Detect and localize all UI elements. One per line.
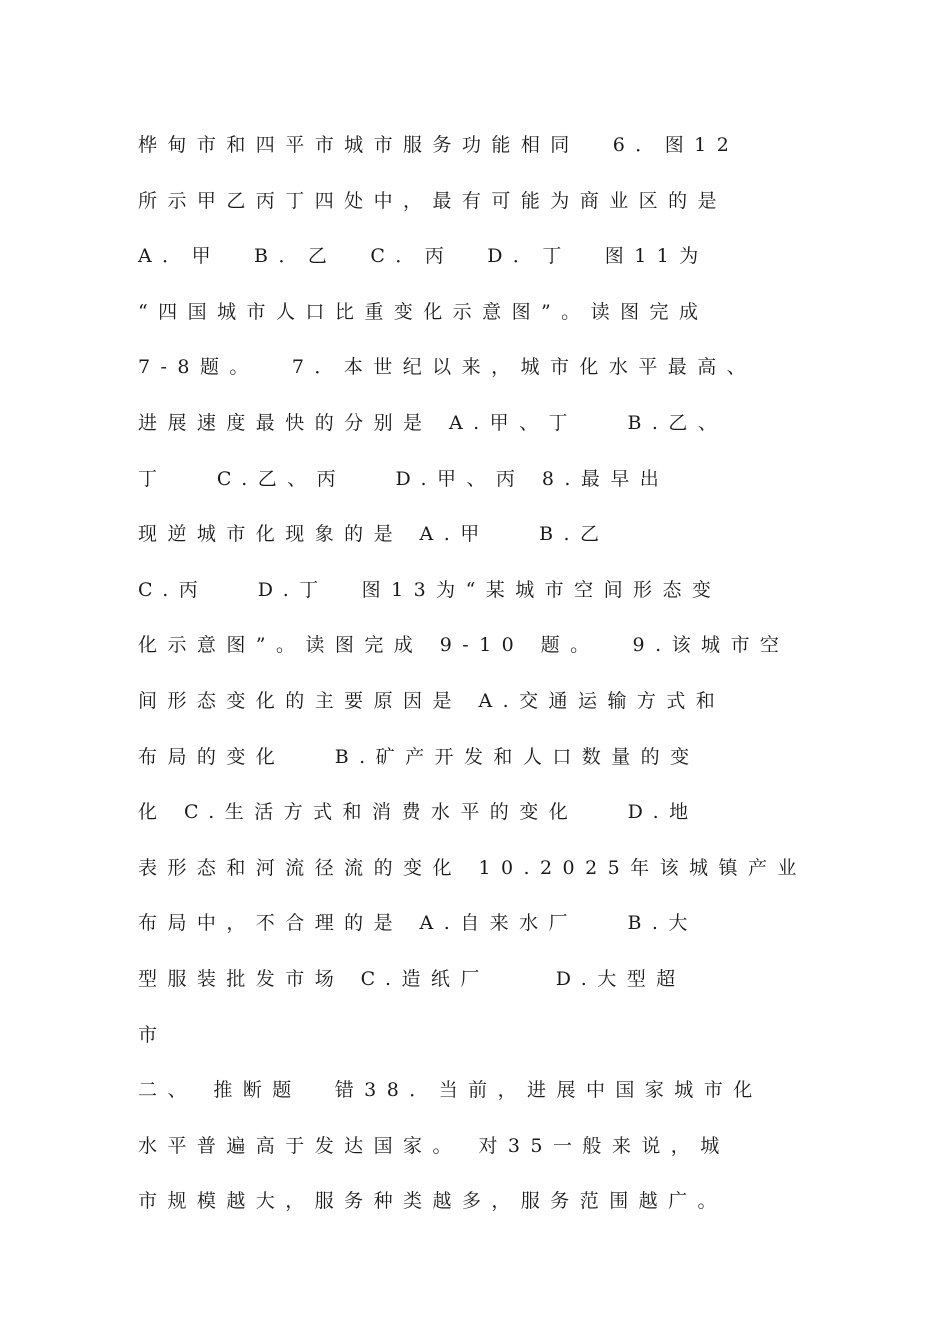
text-line-10: 化示意图”。读图完成 9-10 题。 9.该城市空 — [138, 634, 790, 657]
text-line-18: 二、 推断题 错38．当前，进展中国家城市化 — [138, 1079, 763, 1102]
text-line-9: C.丙 D.丁 图13为“某城市空间形态变 — [138, 578, 722, 601]
text-line-3: A．甲 B．乙 C．丙 D．丁 图11为 — [138, 245, 709, 268]
text-line-8: 现逆城市化现象的是 A.甲 B.乙 — [138, 523, 610, 546]
text-line-11: 间形态变化的主要原因是 A.交通运输方式和 — [138, 689, 726, 712]
text-line-1: 桦甸市和四平市城市服务功能相同 6．图12 — [138, 134, 740, 156]
text-line-13: 化 C.生活方式和消费水平的变化 D.地 — [138, 801, 699, 824]
text-line-4: “四国城市人口比重变化示意图”。读图完成 — [138, 300, 709, 323]
text-line-14: 表形态和河流径流的变化 10.2025年该城镇产业 — [138, 856, 807, 879]
text-line-19: 水平普遍高于发达国家。 对35一般来说，城 — [138, 1134, 730, 1157]
text-line-5: 7-8题。 7．本世纪以来，城市化水平最高、 — [138, 356, 757, 379]
text-line-17: 市 — [138, 1023, 168, 1046]
text-line-2: 所示甲乙丙丁四处中，最有可能为商业区的是 — [138, 189, 728, 212]
text-line-15: 布局中，不合理的是 A.自来水厂 B.大 — [138, 912, 698, 935]
text-line-20: 市规模越大，服务种类越多，服务范围越广。 — [138, 1190, 728, 1213]
text-line-7: 丁 C.乙、丙 D.甲、丙 8.最早出 — [138, 467, 670, 490]
text-line-12: 布局的变化 B.矿产开发和人口数量的变 — [138, 745, 700, 768]
text-line-16: 型服装批发市场 C.造纸厂 D.大型超 — [138, 967, 686, 990]
text-line-6: 进展速度最快的分别是 A.甲、丁 B.乙、 — [138, 411, 728, 434]
document-text-block — [138, 118, 828, 1230]
